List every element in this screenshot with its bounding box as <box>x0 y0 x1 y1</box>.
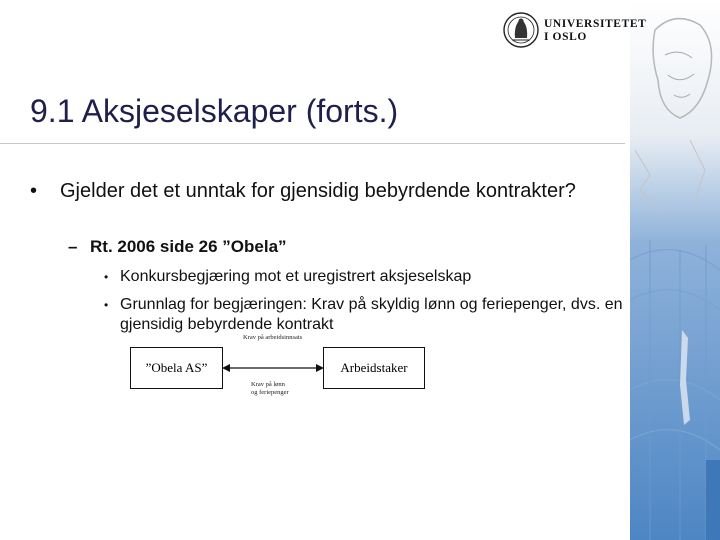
company-box <box>130 347 223 389</box>
decorative-side-image <box>630 0 720 540</box>
logo-line-2: I OSLO <box>544 31 587 43</box>
arrow-label-bottom-line-2: og feriepenger <box>251 389 289 396</box>
arrow-label-top: Krav på arbeidsinnsats <box>243 334 303 341</box>
employee-box <box>323 347 425 389</box>
bullet-text: Gjelder det et unntak for gjensidig bebyrdende kontrakter? <box>60 180 576 202</box>
dash-mark: – <box>68 237 78 256</box>
company-box-label: ”Obela AS” <box>145 360 208 375</box>
bullet-mark: • <box>30 180 38 202</box>
arrow-label-bottom <box>251 381 289 397</box>
double-arrow-icon <box>222 362 324 374</box>
arrow-label-bottom-line-1: Krav på lønn <box>251 381 285 388</box>
bullet-mark: • <box>104 298 109 312</box>
slide-title: 9.1 Aksjeselskaper (forts.) <box>30 93 399 129</box>
employee-box-label: Arbeidstaker <box>340 360 408 375</box>
bullet-text: Konkursbegjæring mot et uregistrert aksjeselskap <box>120 268 472 285</box>
bullet-text: Rt. 2006 side 26 ”Obela” <box>90 237 287 256</box>
bullet-mark: • <box>104 270 109 284</box>
logo-line-1: UNIVERSITETET <box>544 18 647 30</box>
bullet-text: Grunnlag for begjæringen: Krav på skyldig lønn og feriepenger, dvs. en gjensidig bebyrdende kontrakt <box>120 296 623 333</box>
